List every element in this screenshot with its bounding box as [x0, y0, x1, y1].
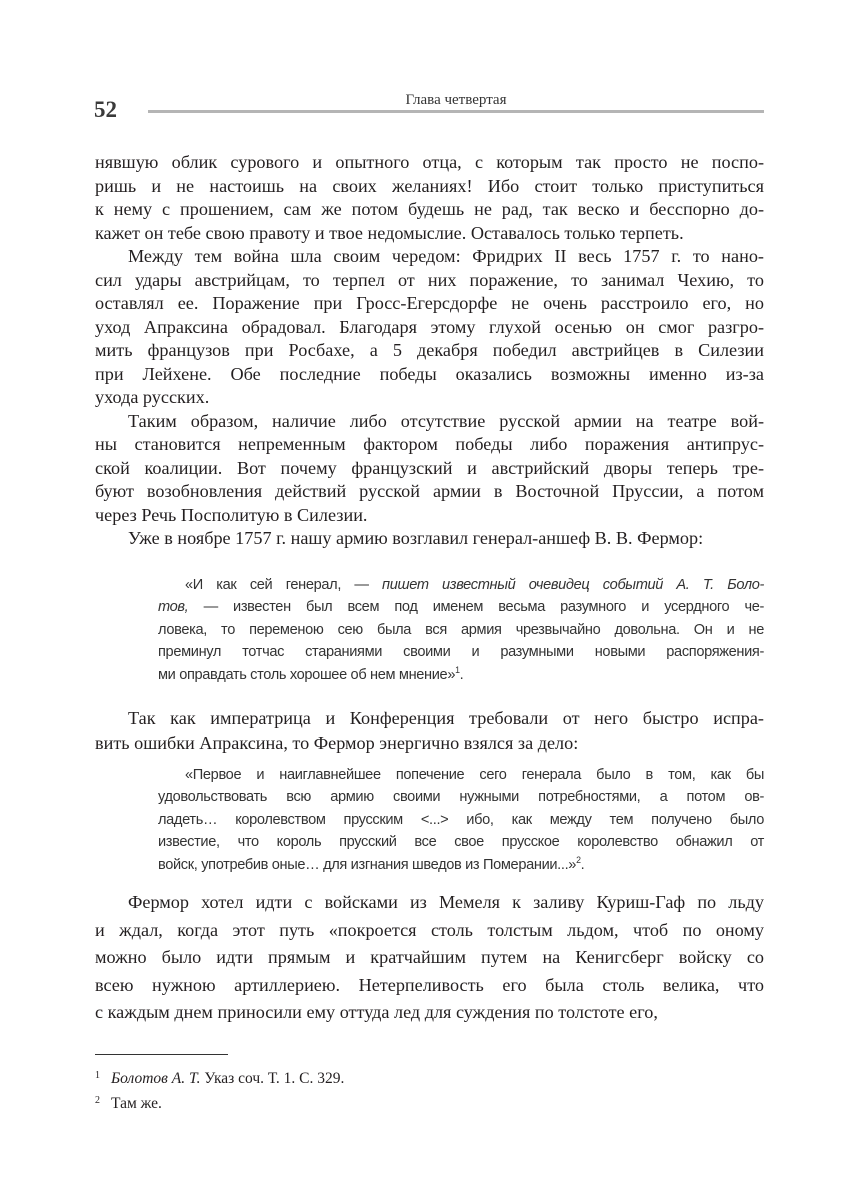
quote-line: [158, 831, 764, 853]
text-line: всею нужною артиллериею. Нетерпеливость его была столь велика, что: [95, 974, 764, 995]
page-number: 52: [94, 97, 117, 122]
quote-line: [158, 619, 764, 641]
running-title: Глава четвертая: [405, 92, 507, 108]
text-line: Уже в ноябре 1757 г. нашу армию возглавил генерал-аншеф В. В. Фермор:: [128, 528, 704, 548]
quote-text: ладеть… королевством прусским <...> ибо, как между тем получено было: [158, 811, 764, 828]
footnote-mark: 2: [95, 1095, 100, 1106]
quote-line: [158, 641, 764, 663]
footnote-rule: [95, 1054, 228, 1055]
text-line: вить ошибки Апраксина, то Фермор энергично взялся за дело:: [95, 732, 579, 753]
paragraph: [95, 889, 764, 1027]
footnote-2: [95, 1095, 162, 1113]
text-line: сил удары австрийцам, то терпел от них поражение, то занимал Чехию, то: [95, 269, 764, 290]
quote-text: .: [459, 666, 464, 683]
footnote-1: [95, 1070, 344, 1088]
paragraph: [95, 245, 764, 410]
quote-text: ми оправдать столь хорошее об нем мнение»: [158, 666, 456, 683]
quote-text: известие, что король прусский все свое прусское королевство обнажил от: [158, 834, 764, 851]
quote-text: ловека, то переменою сею была вся армия чрезвычайно довольна. Он и не: [158, 621, 764, 638]
quote-text: удовольствовать всю армию своими нужными потребностями, а потом ов-: [158, 789, 764, 806]
footnote-author: Болотов А. Т.: [111, 1070, 201, 1087]
text-line: нявшую облик сурового и опытного отца, с которым так просто не поспо-: [95, 152, 764, 172]
paragraph: [95, 527, 764, 551]
text-line: Между тем война шла своим чередом: Фридрих II весь 1757 г. то нано-: [128, 246, 764, 266]
text-line: к нему с прошением, сам же потом будешь не рад, так веско и бесспорно до-: [95, 199, 764, 219]
footnote-text: Там же.: [111, 1095, 162, 1112]
paragraph: [95, 151, 764, 245]
text-line: уход Апраксина обрадовал. Благодаря этому глухой осенью он смог разгро-: [95, 316, 764, 337]
text-line: ухода русских.: [95, 387, 210, 407]
quote-text: тов,: [158, 599, 189, 616]
footnote-text: Указ соч. Т. 1. С. 329.: [200, 1070, 345, 1087]
text-line: Фермор хотел идти с войсками из Мемеля к заливу Куриш-Гаф по льду: [128, 892, 764, 912]
paragraph: [95, 410, 764, 528]
body-text-middle: [95, 706, 764, 755]
header-rule: [148, 110, 764, 113]
quote-line: [158, 786, 764, 808]
footnote-mark: 1: [95, 1070, 100, 1081]
quote-text: «Первое и наиглавнейшее попечение сего генерала было в том, как бы: [185, 767, 764, 783]
block-quote-1: [158, 574, 764, 686]
text-line: с каждым днем приносили ему оттуда лед для суждения по толстоте его,: [95, 1002, 658, 1023]
quote-line: [158, 854, 764, 876]
paragraph: [95, 706, 764, 755]
quote-line: [158, 574, 764, 596]
text-line: при Лейхене. Обе последние победы оказались возможны именно из-за: [95, 363, 764, 384]
body-text-bottom: [95, 889, 764, 1027]
footnote-reference: 2: [576, 854, 581, 865]
text-line: через Речь Посполитую в Силезии.: [95, 504, 368, 525]
text-line: ришь и не настоишь на своих желаниях! Ибо стоит только приступиться: [95, 175, 764, 196]
text-line: Так как императрица и Конференция требовали от него быстро испра-: [128, 708, 764, 728]
quote-text: .: [580, 856, 585, 873]
text-line: оставлял ее. Поражение при Гросс-Егерсдорфе не очень расстроило его, но: [95, 293, 764, 313]
quote-text: преминул тотчас стараниями своими и разумными новыми распоряжения-: [158, 644, 764, 661]
text-line: мить французов при Росбахе, а 5 декабря победил австрийцев в Силезии: [95, 340, 764, 360]
quote-line: [158, 809, 764, 831]
quote-line: [158, 596, 764, 618]
quote-text: войск, употребив оные… для изгнания шведов из Померании...»: [158, 856, 577, 873]
text-line: кажет он тебе свою правоту и твое недомыслие. Оставалось только терпеть.: [95, 222, 684, 243]
footnote-reference: 1: [455, 664, 460, 675]
quote-line: [158, 664, 764, 686]
text-line: Таким образом, наличие либо отсутствие русской армии на театре вой-: [128, 410, 764, 431]
quote-text: пишет известный очевидец событий А. Т. Боло-: [382, 577, 764, 593]
quote-text: — известен был всем под именем весьма разумного и усердного че-: [188, 599, 764, 616]
quote-text: «И как сей генерал, —: [185, 577, 383, 593]
text-line: ны становится непременным фактором победы либо поражения антипрус-: [95, 434, 764, 454]
text-line: и ждал, когда этот путь «покроется столь толстым льдом, чтоб по оному: [95, 919, 764, 940]
text-line: буют возобновления действий русской армии в Восточной Пруссии, а потом: [95, 481, 764, 501]
text-line: ской коалиции. Вот почему французский и австрийский дворы теперь тре-: [95, 457, 764, 478]
block-quote-2: [158, 764, 764, 876]
text-line: можно было идти прямым и кратчайшим путем на Кенигсберг войску со: [95, 947, 764, 968]
quote-line: [158, 764, 764, 786]
body-text-top: [95, 151, 764, 551]
